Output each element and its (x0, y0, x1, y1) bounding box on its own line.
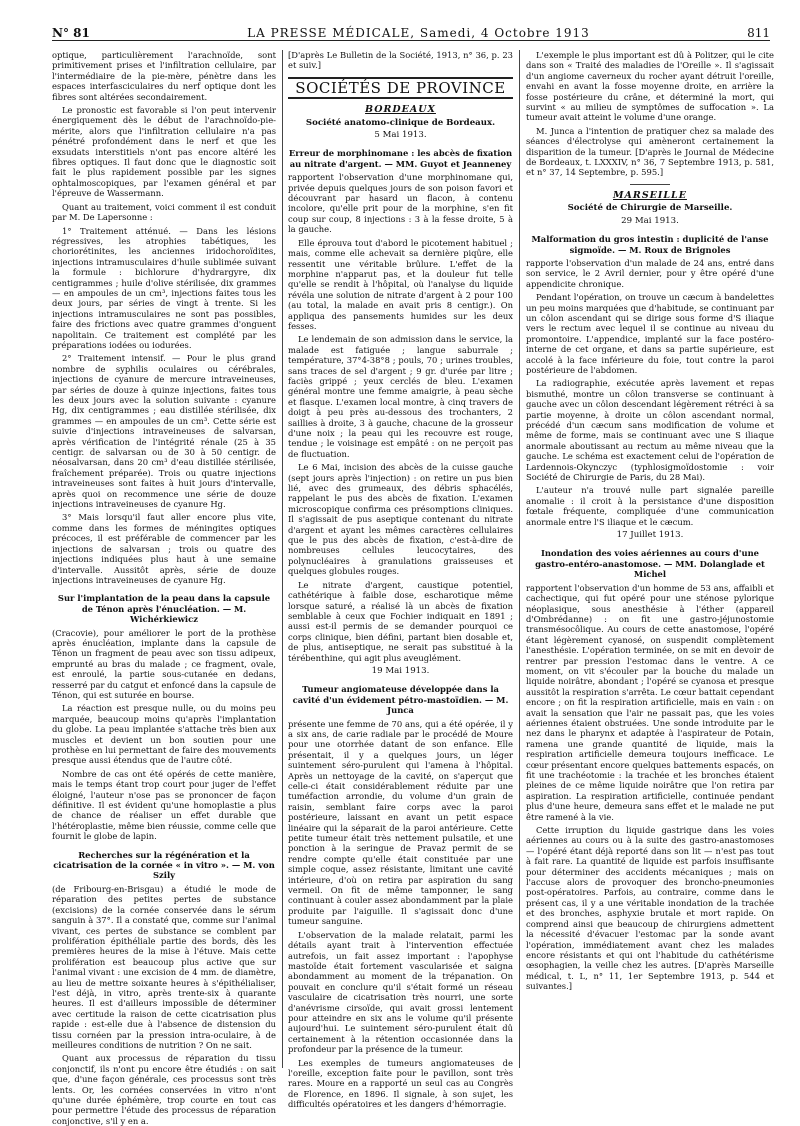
citation: [D'après Le Bulletin de la Société, 1913, n° 36, p. 23 et suiv.] (288, 50, 513, 71)
article-title: Tumeur angiomateuse développée dans la cavité d'un évidement pétro-mastoïdien. — M. Junca (292, 684, 509, 716)
paragraph: L'observation de la malade relatait, parmi les détails ayant trait à l'intervention effectuée autrefois, un fait assez important : l'apophyse mastoïde était fortement vascularisée et saigna abondamment au moment de la trépanation. On pouvait en conclure qu'il s'était formé un réseau vasculaire de cicatrisation très nourri, une sorte d'anévrisme cirsoïde, qui avait grossi lentement pour atteindre en six ans le volume qu'il présente aujourd'hui. Le suintement séro-purulent était dû certainement à la rétention occasionnée dans la profondeur par la présence de la tumeur. (288, 929, 513, 1055)
paragraph: La réaction est presque nulle, ou du moins peu marquée, beaucoup moins qu'après l'implantation du globe. La peau implantée s'attache très bien aux muscles et devient un bon soutien pour une prothèse en lui permettant de faire des mouvements presque aussi étendus que de l'autre côté. (52, 703, 276, 766)
paragraph: Elle éprouva tout d'abord le picotement habituel ; mais, comme elle achevait sa dernière piqûre, elle ressentit une véritable brûlure. L'effet de la morphine n'apparut pas, et la douleur fut telle qu'elle se rendit à l'hôpital, où l'analyse du liquide révéla une solution de nitrate d'argent à 2 pour 100 (au total, la malade en avait pris 8 centigr.). On appliqua des pansements humides sur les deux fesses. (288, 237, 513, 331)
paragraph: Le lendemain de son admission dans le service, la malade est fatiguée ; langue saburrale ; température, 37°4-38°8 ; pouls, 70 ; urines troubles, sans traces de sel d'argent ; 9 gr. d'urée par litre ; faciès grippé ; yeux cerclés de bleu. L'examen général montre une femme amaigrie, à peau sèche et flasque. L'examen local montre, à cinq travers de doigt à peu près au-dessous des trochanters, 2 saillies à droite, 3 à gauche, chacune de la grosseur d'une noix ; la peau qui les recouvre est rouge, tendue ; le voisinage est empâté : on ne perçoit pas de fluctuation. (288, 334, 513, 459)
paragraph: Le nitrate d'argent, caustique potentiel, cathétérique à faible dose, escharotique même lorsque saturé, a réalisé là un abcès de fixation semblable à ceux que Fochier indiquait en 1891 ; aussi est-il permis de se demander pourquoi ce corps clinique, bien défini, partant bien dosable et, de plus, antiseptique, ne serait pas substitué à la térébenthine, qui agit plus aveuglément. (288, 579, 513, 663)
paragraph: 1° Traitement atténué. — Dans les lésions régressives, les atrophies tabétiques, les choriorétinites, les anciennes iridochoroïdites, injections intramusculaires d'huile sublimée suivant la formule : bichlorure d'hydrargyre, dix centigrammes ; huile d'olive stérilisée, dix grammes — en ampoules de un cm³, injections faites tous les deux jours, par séries de vingt à trente. Si les injections intramusculaires ne sont pas possibles, faire des frictions avec quatre grammes d'onguent napolitain. Ce traitement est complété par les préparations iodées ou iodurées. (52, 225, 276, 350)
paragraph: La radiographie, exécutée après lavement et repas bismuthé, montre un côlon transverse se continuant à gauche avec un côlon descendant légèrement rétréci à sa partie moyenne, à droite un côlon ascendant normal, précédé d'un cæcum sans modification de volume et même de forme, mais se continuant avec une S iliaque anormale aboutissant au rectum au même niveau que la gauche. Le schéma est exactement celui de l'opération de Lardennois-Okynczyc (typhlosigmoïdostomie : voir Société de Chirurgie de Paris, du 28 Mai). (526, 378, 774, 483)
paragraph: 2° Traitement intensif. — Pour le plus grand nombre de syphilis oculaires ou cérébrales, injections de cyanure de mercure intraveineuses, par séries de douze à quinze injections, faites tous les deux jours avec la solution suivante : cyanure Hg, dix centigrammes ; eau distillée stérilisée, dix grammes — en ampoules de un cm³. Cette série est suivie d'injections intraveineuses de salvarsan, après vérification de l'intégrité rénale (25 à 35 centigr. de salvarsan ou de 30 à 50 centigr. de néosalvarsan, dans 20 cm³ d'eau distillée stérilisée, fraîchement préparée). Trois ou quatre injections intraveineuses sont faites à huit jours d'intervalle, après quoi on recommence une série de douze injections intraveineuses de cyanure Hg. (52, 353, 276, 510)
divider (630, 184, 670, 185)
paragraph: Quant aux processus de réparation du tissu conjonctif, ils n'ont pu encore être étudiés : on sait que, d'une façon générale, ces processus sont très lents. Or, les cornées conservées in vitro n'ont qu'une durée éphémère, trop courte en tout cas pour permettre l'étude des processus de réparation conjonctive, s'il y en a. (52, 1053, 276, 1126)
page-number: 811 (747, 26, 770, 40)
journal-title (247, 26, 590, 40)
column-1 (52, 50, 276, 1126)
paragraph: Le 6 Mai, incision des abcès de la cuisse gauche (sept jours après l'injection) : on retire un pus bien lié, avec des grumeaux, des débris sphacélés, rappelant le pus des abcès de fixation. L'examen microscopique confirma ces présomptions cliniques. Il s'agissait de pus aseptique contenant du nitrate d'argent et ayant les mêmes caractères cellulaires que le pus des abcès de fixation, c'est-à-dire de nombreuses cellules leucocytaires, des polynucléaires à granulations graisseuses et quelques globules rouges. (288, 462, 513, 577)
issue-number: N° 81 (52, 26, 90, 40)
paragraph: Les exemples de tumeurs angiomateuses de l'oreille, exception faite pour le pavillon, sont très rares. Moure en a rapporté un seul cas au Congrès de Florence, en 1896. Il signale, à son sujet, les difficultés opératoires et les dangers d'hémorragie. (288, 1057, 513, 1110)
session-date: 19 Mai 1913. (371, 665, 430, 676)
column-rule (282, 50, 283, 1068)
paragraph: (de Fribourg-en-Brisgau) a étudié le mode de réparation des petites pertes de substance (excisions) de la cornée conservée dans le sérum sanguin à 37°. Il a constaté que, comme sur l'animal vivant, ces pertes de substance se comblent par prolifération épithéliale partie des bords, dès les premières heures de la mise à l'étuve. Mais cette prolifération est beaucoup plus active que sur l'animal vivant : une excision de 4 mm. de diamètre, au lieu de mettre soixante heures à s'épithélialiser, l'est déjà, in vitro, après trente-six à quarante heures. Il est d'ailleurs impossible de déterminer avec certitude la raison de cette cicatrisation plus rapide : est-elle due à l'absence de distension du tissu cornéen par la pression intra-oculaire, à de meilleures conditions de nutrition ? On ne sait. (52, 883, 276, 1050)
column-2 (288, 50, 513, 1110)
paragraph: Le pronostic est favorable si l'on peut intervenir énergiquement dès le début de l'arachnoïdo-pie-mérite, alors que l'infiltration cellulaire n'a pas pénétré profondément dans le nerf et que les exsudats interstitiels n'ont pas encore altéré les fibres optiques. Il faut donc que le diagnostic soit fait le plus rapidement possible par les signes ophtalmoscopiques, par l'examen général et par l'épreuve de Wassermann. (52, 105, 276, 199)
session-date: 29 Mai 1913. (621, 215, 679, 226)
issue-date: Samedi, 4 Octobre 1913 (419, 26, 590, 40)
city-heading: BORDEAUX (365, 104, 436, 116)
column-3 (526, 50, 774, 1068)
journal-name: LA PRESSE MÉDICALE, (247, 26, 416, 40)
paragraph: 3° Mais lorsqu'il faut aller encore plus vite, comme dans les formes de méningites optiques précoces, il est préférable de commencer par les injections de salvarsan ; trois ou quatre des injections indiquées plus haut à une semaine d'intervalle. Aussitôt après, série de douze injections intraveineuses de cyanure Hg. (52, 512, 276, 585)
city-heading: MARSEILLE (613, 189, 687, 201)
article-title: Recherches sur la régénération et la cicatrisation de la cornée « in vitro ». — M. von Szily (53, 849, 275, 881)
society-name: Société anatomo-clinique de Bordeaux. (305, 117, 496, 128)
paragraph: Quant au traitement, voici comment il est conduit par M. De Lapersonne : (52, 201, 276, 223)
paragraph: L'exemple le plus important est dû à Politzer, qui le cite dans son « Traité des maladies de l'Oreille ». Il s'agissait d'un angiome caverneux du rocher ayant détruit l'oreille, envahi en avant la fosse moyenne droite, en arrière la fosse postérieure du crâne, et déterminé la mort, qui survint « au milieu de symptômes de suffocation ». La tumeur avait atteint le volume d'une orange. (526, 50, 774, 123)
session-date: 5 Mai 1913. (374, 130, 427, 141)
paragraph: rapportent l'observation d'un homme de 53 ans, affaibli et cachectique, qui fut opéré pour une sténose pylorique néoplasique, sous anesthésie à l'éther (appareil d'Ombrédanne) : on fit une gastro-jéjunostomie transmésocôlique. Au cours de cette anastomose, l'opéré étant légèrement cyanosé, on suspendit complètement l'anesthésie. L'opération terminée, on se mit en devoir de rentrer par pression l'estomac dans le ventre. A ce moment, on vit s'écouler par la bouche du malade un liquide noirâtre, abondant ; l'opéré se cyanosa et presque aussitôt la respiration s'arrêta. Le cœur battait cependant encore ; on fit la respiration artificielle, mais en vain : on avait la sensation que l'air ne passait pas, que les voies aériennes étaient obstruées. Une sonde introduite par le nez dans le pharynx et adaptée à l'aspirateur de Potain, ramena une grande quantité de liquide, mais la respiration artificielle demeura toujours inefficace. Le cœur présentant encore quelques battements espacés, on fit une trachéotomie : la trachée et les bronches étaient pleines de ce même liquide noirâtre que l'on retira par aspiration. La respiration artificielle, continuée pendant plus d'une heure, demeura sans effet et le malade ne put être ramené à la vie. (526, 582, 774, 822)
paragraph: optique, particulièrement l'arachnoïde, sont primitivement prises et l'infiltration cellulaire, par l'intermédiaire de la pie-mère, pénètre dans les espaces interfasciculaires du nerf optique dont les fibres sont altérées secondairement. (52, 50, 276, 102)
paragraph: M. Junca a l'intention de pratiquer chez sa malade des séances d'électrolyse qui amèneront certainement la disparition de la tumeur. [D'après le Journal de Médecine de Bordeaux, t. LXXXIV, n° 36, 7 Septembre 1913, p. 581, et n° 37, 14 Septembre, p. 595.] (526, 125, 774, 178)
section-title: SOCIÉTÉS DE PROVINCE (288, 77, 513, 99)
society-name: Société de Chirurgie de Marseille. (567, 203, 733, 214)
article-title: Erreur de morphinomane : les abcès de fixation au nitrate d'argent. — MM. Guyot et Jeanneney (288, 148, 513, 169)
page-header (52, 16, 770, 41)
paragraph: L'auteur n'a trouvé nulle part signalée pareille anomalie : il croit à la persistance d'une disposition fœtale fréquente, compliquée d'une communication anormale entre l'S iliaque et le cæcum. (526, 485, 774, 527)
paragraph: Cette irruption du liquide gastrique dans les voies aériennes au cours ou à la suite des gastro-anastomoses — l'opéré étant déjà reporté dans son lit — n'est pas tout à fait rare. La quantité de liquide est parfois insuffisante pour déterminer des accidents mécaniques ; mais on l'accuse alors de provoquer des broncho-pneumonies post-opératoires. Parfois, au contraire, comme dans le présent cas, il y a une véritable inondation de la trachée et des bronches, asphyxie brutale et mort rapide. On comprend ainsi que beaucoup de chirurgiens admettent la nécessité d'évacuer l'estomac par la sonde avant l'opération, immédiatement avant chez les malades encore résistants et qui ont l'habitude du cathétérisme œsophagien, la veille chez les autres. [D'après Marseille médical, t. L, n° 11, 1er Septembre 1913, p. 544 et suivantes.] (526, 825, 774, 992)
paragraph: (Cracovie), pour améliorer le port de la prothèse après énucléation, implante dans la capsule de Ténon un fragment de peau avec son tissu adipeux, emprunté au bras du malade ; ce fragment, ovale, est enroulé, la partie sous-cutanée en dedans, resserré par du catgut et enfoncé dans la capsule de Ténon, qui est suturée en bourse. (52, 627, 276, 700)
article-title: Inondation des voies aériennes au cours d'une gastro-entéro-anastomose. — MM. Dolanglade et Michel (535, 548, 765, 580)
paragraph: présente une femme de 70 ans, qui a été opérée, il y a six ans, de carie radiale par le procédé de Moure pour une otorrhée datant de son enfance. Elle présentait, il y a quelques jours, un léger suintement séro-purulent qui l'amena à l'hôpital. Après un nettoyage de la cavité, on s'aperçut que celle-ci était considérablement réduite par une tuméfaction arrondie, du volume d'un grain de raisin, semblant faire corps avec la paroi postérieure, laissant en avant un petit espace linéaire qui la séparait de la paroi antérieure. Cette petite tumeur était très nettement pulsatile, et une ponction à la seringue de Pravaz permit de se rendre compte qu'elle était constituée par une simple coque, assez résistante, limitant une cavité intérieure, d'où on retira par aspiration du sang vermeil. On fit de même tamponner, le sang continuant à couler assez abondamment par la plaie produite par l'aiguille. Il s'agissait donc d'une tumeur sanguine. (288, 718, 513, 927)
session-date: 17 Juillet 1913. (616, 530, 684, 541)
paragraph: Pendant l'opération, on trouve un cæcum à bandelettes un peu moins marquées que d'habitude, se continuant par un côlon ascendant qui se dirige sous forme d'S iliaque vers le rectum avec lequel il se continue au niveau du promontoire. L'appendice, implanté sur la face postéro-interne de cet organe, et dans sa partie supérieure, est accolé à la face inférieure du foie, tout contre la paroi postérieure de l'abdomen. (526, 292, 774, 375)
article-title: Sur l'implantation de la peau dans la capsule de Ténon après l'énucléation. — M. Wichérkiewicz (57, 593, 271, 625)
column-rule (519, 50, 520, 1068)
paragraph: rapportent l'observation d'une morphinomane qui, privée depuis quelques jours de son poison favori et découvrant par hasard un flacon, à contenu incolore, qu'elle prit pour de la morphine, s'en fit coup sur coup, 8 injections : 3 à la fesse droite, 5 à la gauche. (288, 172, 513, 235)
paragraph: rapporte l'observation d'un malade de 24 ans, entré dans son service, le 2 Avril dernier, pour y être opéré d'une appendicite chronique. (526, 257, 774, 289)
article-title: Malformation du gros intestin : duplicité de l'anse sigmoïde. — M. Roux de Brignoles (531, 234, 769, 255)
paragraph: Nombre de cas ont été opérés de cette manière, mais le temps étant trop court pour juger de l'effet éloigné, l'auteur n'ose pas se prononcer de façon définitive. Il est évident qu'une homoplastie a plus de chance de réaliser un effet durable que l'hétéroplastie, même bien réussie, comme celle que fournit le globe de lapin. (52, 768, 276, 842)
